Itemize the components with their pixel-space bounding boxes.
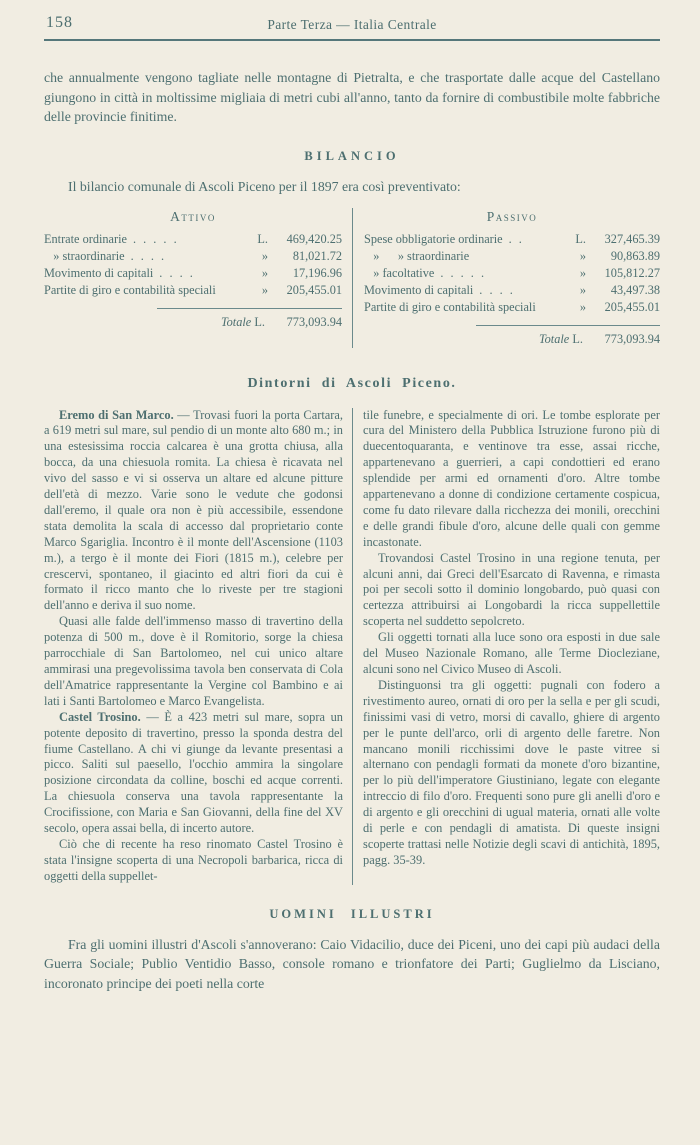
paragraph-text: Trovandosi Castel Trosino in una regione tenuta, per alcuni anni, dai Greci dell'Esarcato di Ravenna, e rimasta poi per secoli sotto il dominio longobardo, può quasi con certezza attribuirsi ai Longobardi la ricca suppellettile scoperta nel suddetto sepolcreto. [363, 550, 660, 629]
row-currency: » [579, 265, 586, 280]
bilancio-heading: BILANCIO [304, 148, 400, 163]
row-label: Spese obbligatorie ordinarie [364, 231, 503, 246]
row-amount: 205,455.01 [286, 282, 342, 297]
paragraph-text: Quasi alle falde dell'immenso masso di travertino della potenza di 500 m., dove è il Romitorio, sorge la chiesa parrocchiale di San Bartolomeo, nel cui unico altare ammirasi una pregevolissima tavola ben conservata di Cola dell'Amatrice rappresentante la Vergine col Bambino e ai lati i Santi Bartolomeo e Marco Evangelista. [44, 614, 343, 708]
paragraph-text: — È a 423 metri sul mare, sopra un potente deposito di travertino, presso la sponda destra del fiume Castellano. A chi vi giunge da levante presentasi a picco. Saliti sul paesello, l'occhio ammira la singolare posizione circondata da colline, boschi ed acque correnti. La chiesuola conserva una tavola rappresentante la Crocifissione, con Maria e San Giovanni, della fine del XV secolo, opera assai bella, di incerto autore. [44, 709, 344, 836]
dintorni-section [44, 376, 660, 885]
row-currency: » [579, 299, 586, 314]
paragraph-oggetti [363, 678, 660, 869]
paragraph-text: Ciò che di recente ha reso rinomato Castel Trosino è stata l'insigne scoperta di una Necropoli barbarica, ricca di oggetti della suppellet- [44, 836, 343, 883]
running-title: Parte Terza — Italia Centrale [267, 17, 437, 32]
passivo-row [364, 282, 660, 299]
row-amount: 81,021.72 [292, 248, 342, 263]
left-column [44, 408, 352, 885]
paragraph-text: Distinguonsi tra gli oggetti: pugnali con fodero a rivestimento aureo, ornati di oro per la sella e per gli scudi, finissimi vasi di vetro, morsi di cavallo, ghiere di argento per le punte dell'arco, orli di argento delle faretre. Non mancano monili ricchissimi dove le paste vitree si alternano con pendagli formati da monete d'oro bizantine, per lo più dell'imperatore Giustiniano, legate con elegante intreccio di filo d'oro. Frequenti sono pure gli anelli d'oro e di argento e gli orecchini di ugual materia, ornati alle volte di perle e con pendagli di amatista. Di queste insigni scoperte trattasi nelle Notizie degli scavi di antichità, 1895, pagg. 35-39. [363, 677, 660, 867]
page-number: 158 [46, 14, 73, 31]
uomini-section [44, 907, 660, 994]
row-currency: » [261, 265, 268, 280]
paragraph-text: tile funebre, e specialmente di ori. Le tombe esplorate per cura del Ministero della Pubblica Istruzione furono più di duecentoquaranta, e ventinove tra esse, assai ricche, appartenevano a guerrieri, a capi condottieri ed erano splendide per armi ed ornamenti d'oro. Altre tombe appartenevano a donne di condizione certamente cospicua, come fu dato rilevare dalla ricchezza dei monili, orecchini e delle grandi fibule d'oro, alcune delle quali con gemme incastonate. [363, 407, 660, 549]
passivo-row [364, 265, 660, 282]
leader-dots: . . . . [130, 248, 167, 263]
row-currency: » [579, 248, 586, 263]
total-amount: 773,093.94 [286, 314, 342, 329]
bilancio-section [44, 149, 660, 348]
row-label: » straordinarie [44, 248, 125, 263]
header-rule [44, 39, 660, 41]
two-column-text [44, 408, 660, 885]
total-label: Totale [538, 331, 570, 346]
attivo-row [44, 248, 342, 265]
total-currency: L. [572, 331, 583, 346]
paragraph-eremo-san-marco [44, 408, 343, 615]
row-label: Movimento di capitali [44, 265, 154, 280]
row-label: Movimento di capitali [364, 282, 474, 297]
bilancio-intro: Il bilancio comunale di Ascoli Piceno per il 1897 era così preventivato: [68, 178, 461, 194]
row-currency: L. [257, 231, 268, 246]
paragraph-tombe [363, 408, 660, 551]
row-label: » facoltative [364, 265, 435, 280]
passivo-title: Passivo [486, 208, 538, 224]
paragraph-text: — Trovasi fuori la porta Cartara, a 619 metri sul mare, sul pendio di un monte alto 680 m.; in una estesissima roccia calcarea è una grotta chiusa, alla bocca, da una chiesuola romita. La chiesa è ricavata nel vivo del sasso e vi si osserva un altare ed alcune pitture dell'età di mezzo. Varie sono le vedute che godonsi dall'eremo, il quale ora non è più accessibile, essendone stata demolita la scala di accesso dal proprietario conte Marco Sgariglia. Incontro è il monte dell'Ascensione (1103 m.), a tergo è il monte dei Fiori (1815 m.), celebre per crescervi, spontaneo, il giacinto ed altri fiori da cui è formato il ricco manto che lo riveste per tre stagioni dell'anno e deriva il suo nome. [44, 407, 343, 613]
attivo-title: Attivo [170, 208, 216, 224]
passivo-column [352, 208, 660, 348]
attivo-total-row [157, 308, 342, 331]
row-currency: L. [575, 231, 586, 246]
paragraph-necropoli [44, 837, 343, 885]
row-amount: 90,863.89 [610, 248, 660, 263]
row-amount: 17,196.96 [292, 265, 342, 280]
paragraph-text: Gli oggetti tornati alla luce sono ora esposti in due sale del Museo Nazionale Romano, alle Terme Diocleziane, alcuni sono nel Civico Museo di Ascoli. [363, 630, 660, 676]
row-label: Partite di giro e contabilità speciali [44, 282, 216, 297]
leader-dots: . . . . . [132, 231, 179, 246]
row-label: » » straordinarie [364, 248, 470, 263]
leader-dots: . . . . . [440, 265, 487, 280]
uomini-heading: UOMINI ILLUSTRI [269, 906, 435, 921]
page-header [44, 14, 660, 36]
paragraph-romitorio [44, 614, 343, 709]
dintorni-heading: Dintorni di Ascoli Piceno. [247, 375, 457, 391]
attivo-row [44, 282, 342, 299]
row-amount: 469,420.25 [286, 231, 342, 246]
row-amount: 105,812.27 [604, 265, 660, 280]
attivo-row [44, 231, 342, 248]
row-amount: 205,455.01 [604, 299, 660, 314]
paragraph-lead: Eremo di San Marco. [59, 407, 174, 422]
right-column [352, 408, 660, 885]
row-label: Entrate ordinarie [44, 231, 127, 246]
attivo-row [44, 265, 342, 282]
total-amount: 773,093.94 [604, 331, 660, 346]
leader-dots: . . [508, 231, 524, 246]
intro-paragraph: che annualmente vengono tagliate nelle montagne di Pietralta, e che trasportate dalle acque del Castellano giungono in città in moltissime migliaia di metri cubi all'anno, tanto da fornire di combustibile molte fabbriche delle provincie finitime. [44, 70, 660, 124]
paragraph-lead: Castel Trosino. [59, 709, 141, 724]
balance-table [44, 208, 660, 348]
total-label: Totale [220, 314, 252, 329]
total-currency: L. [254, 314, 265, 329]
row-amount: 327,465.39 [604, 231, 660, 246]
passivo-row [364, 299, 660, 316]
row-currency: » [261, 282, 268, 297]
passivo-total-row [476, 325, 660, 348]
row-currency: » [261, 248, 268, 263]
attivo-column [44, 208, 352, 348]
paragraph-museo [363, 630, 660, 678]
leader-dots: . . . . [479, 282, 515, 297]
uomini-paragraph: Fra gli uomini illustri d'Ascoli s'annoverano: Caio Vidacilio, duce dei Piceni, uno dei capi più audaci della Guerra Sociale; Publio Ventidio Basso, console romano e trionfatore dei Parti; Guglielmo da Lisciano, incoronato principe dei poeti nella corte [44, 936, 660, 991]
row-label: Partite di giro e contabilità speciali [364, 299, 536, 314]
passivo-row [364, 248, 660, 265]
row-amount: 43,497.38 [610, 282, 660, 297]
row-currency: » [579, 282, 586, 297]
paragraph-longobardi [363, 551, 660, 631]
paragraph-castel-trosino [44, 710, 343, 837]
passivo-row [364, 231, 660, 248]
leader-dots: . . . . [159, 265, 195, 280]
